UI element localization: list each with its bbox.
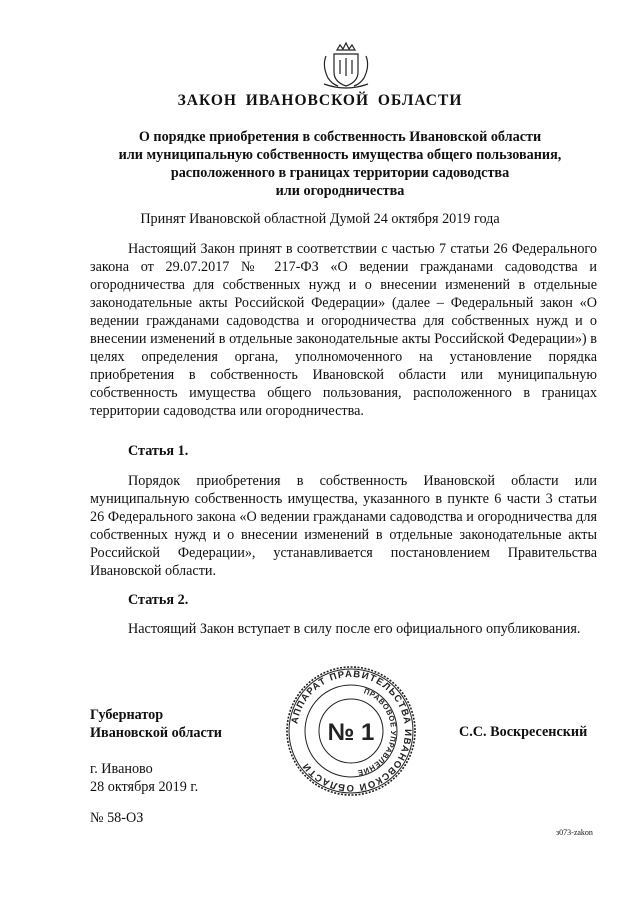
signatory-name: С.С. Воскресенский — [459, 724, 588, 740]
adoption-line: Принят Ивановской областной Думой 24 октября 2019 года — [140, 211, 500, 227]
signatory-position-line: Ивановской области — [90, 725, 222, 741]
stamp-ring-text: АППАРАТ ПРАВИТЕЛЬСТВА ИВАНОВСКОЙ ОБЛАСТИ — [289, 668, 414, 794]
article-2-text: Настоящий Закон вступает в силу после его официального опубликования. — [128, 621, 581, 637]
place-and-date — [90, 760, 198, 796]
article-1-heading: Статья 1. — [128, 443, 189, 459]
article-1-text: Порядок приобретения в собственность Ивановской области или муниципальную собственность имущества, указанного в пункте 6 части 3 статьи 26 Федерального закона «О ведении гражданами садоводства и огородничества для собственных нужд и о внесении изменений в отдельные законодательные акты Российской Федерации», устанавливается постановлением Правительства Ивановской области. — [90, 473, 597, 579]
subtitle-line: О порядке приобретения в собственность Ивановской области — [138, 129, 542, 145]
preamble-paragraph: Настоящий Закон принят в соответствии с частью 7 статьи 26 Федерального закона от 29.07.2017 № 217-ФЗ «О ведении гражданами садоводства и огородничества для собственных нужд и о внесении изменений в отдельные законодательные акты Российской Федерации» (далее – Федеральный закон «О ведении гражданами садоводства и огородничества для собственных нужд и о внесении изменений в отдельные законодательные акты Российской Федерации») в целях определения органа, уполномоченного на установление порядка приобретения в собственность Ивановской области или муниципальную собственность имущества общего пользования, расположенного в границах территории садоводства или огородничества. — [90, 241, 597, 419]
place: г. Иваново — [90, 761, 153, 777]
signatory-position-line: Губернатор — [90, 707, 164, 723]
document-subtitle — [90, 128, 590, 200]
ivanovo-coat-of-arms-icon — [320, 40, 372, 90]
stamp-number: № 1 — [327, 719, 375, 746]
subtitle-line: расположенного в границах территории садоводства — [170, 165, 510, 181]
subtitle-line: или огородничества — [275, 183, 405, 199]
document-code: з073-zakon — [556, 828, 593, 837]
stamp-inner-text: ПРАВОВОЕ УПРАВЛЕНИЕ — [356, 686, 399, 778]
signatory-position — [90, 706, 222, 742]
document-title: ЗАКОН ИВАНОВСКОЙ ОБЛАСТИ — [177, 92, 463, 109]
official-stamp — [284, 664, 418, 798]
subtitle-line: или муниципальную собственность имущества общего пользования, — [118, 147, 562, 163]
date: 28 октября 2019 г. — [90, 779, 199, 795]
law-number: № 58-ОЗ — [90, 810, 144, 826]
article-2-heading: Статья 2. — [128, 592, 189, 608]
